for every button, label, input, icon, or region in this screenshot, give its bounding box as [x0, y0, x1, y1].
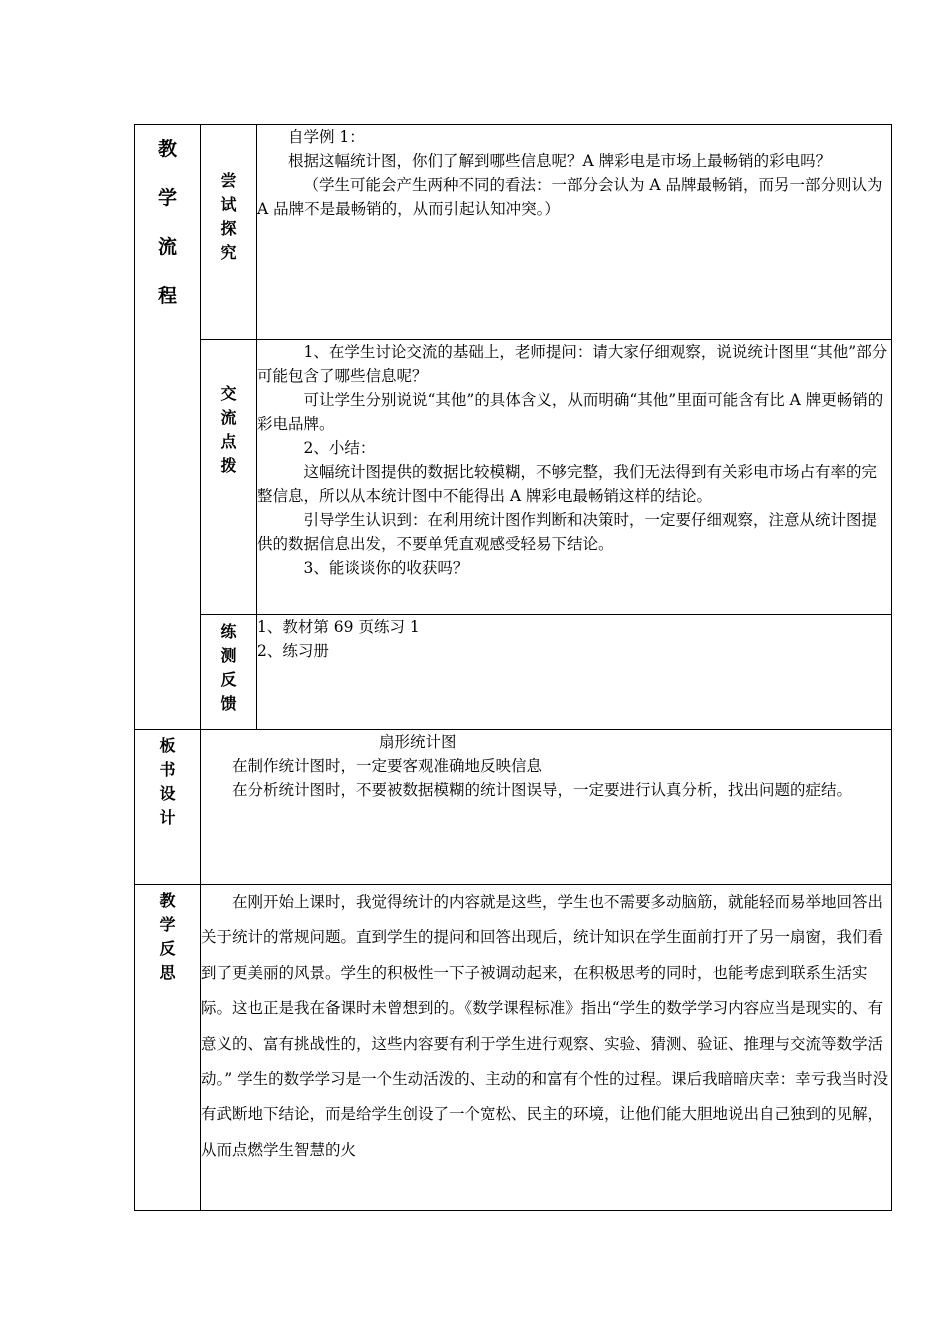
try-explore-content: 自学例 1： 根据这幅统计图，你们了解到哪些信息呢？A 牌彩电是市场上最畅销的彩电吗？ （学生可能会产生两种不同的看法：一部分会认为 A 品牌最畅销，而另一部分则认为 A 品牌不是最畅销的，从而引起认知冲突。） — [257, 125, 892, 340]
exchange-content: 1、在学生讨论交流的基础上，老师提问：请大家仔细观察，说说统计图里“其他”部分可能包含了哪些信息呢？ 可让学生分别说说“其他”的具体含义，从而明确“其他”里面可能含有比 A 牌更畅销的彩电品牌。 2、小结： 这幅统计图提供的数据比较模糊，不够完整，我们无法得到有关彩电市场占有率的完整信息，所以从本统计图中不能得出 A 牌彩电最畅销这样的结论。 引导学生认识到：在利用统计图作判断和决策时，一定要仔细观察，注意从统计图提供的数据信息出发，不要单凭直观感受轻易下结论。 3、能谈谈你的收获吗？ — [257, 340, 892, 615]
reflection-label: 教 学 反 思 — [135, 885, 201, 1211]
lesson-plan-table — [134, 124, 892, 1211]
board-title: 扇形统计图 — [379, 733, 457, 751]
exchange-label: 交 流 点 拨 — [201, 340, 257, 615]
board-label: 板 书 设 计 — [135, 730, 201, 885]
reflection-content: 在刚开始上课时，我觉得统计的内容就是这些，学生也不需要多动脑筋，就能轻而易举地回答出关于统计的常规问题。直到学生的提问和回答出现后，统计知识在学生面前打开了另一扇窗，我们看到了更美丽的风景。学生的积极性一下子被调动起来，在积极思考的同时，也能考虑到联系生活实际。这也正是我在备课时未曾想到的。《数学课程标准》指出“学生的数学学习内容应当是现实的、有意义的、富有挑战性的，这些内容要有利于学生进行观察、实验、猜测、验证、推理与交流等数学活动。” 学生的数学学习是一个生动活泼的、主动的和富有个性的过程。课后我暗暗庆幸：幸亏我当时没有武断地下结论，而是给学生创设了一个宽松、民主的环境，让他们能大胆地说出自己独到的见解，从而点燃学生智慧的火 — [201, 885, 892, 1211]
board-content: 扇形统计图 在制作统计图时，一定要客观准确地反映信息 在分析统计图时，不要被数据模糊的统计图误导，一定要进行认真分析，找出问题的症结。 — [201, 730, 892, 885]
practice-label: 练 测 反 馈 — [201, 615, 257, 730]
practice-content: 1、教材第 69 页练习 1 2、练习册 — [257, 615, 892, 730]
try-explore-label: 尝 试 探 究 — [201, 125, 257, 340]
teaching-flow-label: 教 学 流 程 — [135, 125, 201, 730]
